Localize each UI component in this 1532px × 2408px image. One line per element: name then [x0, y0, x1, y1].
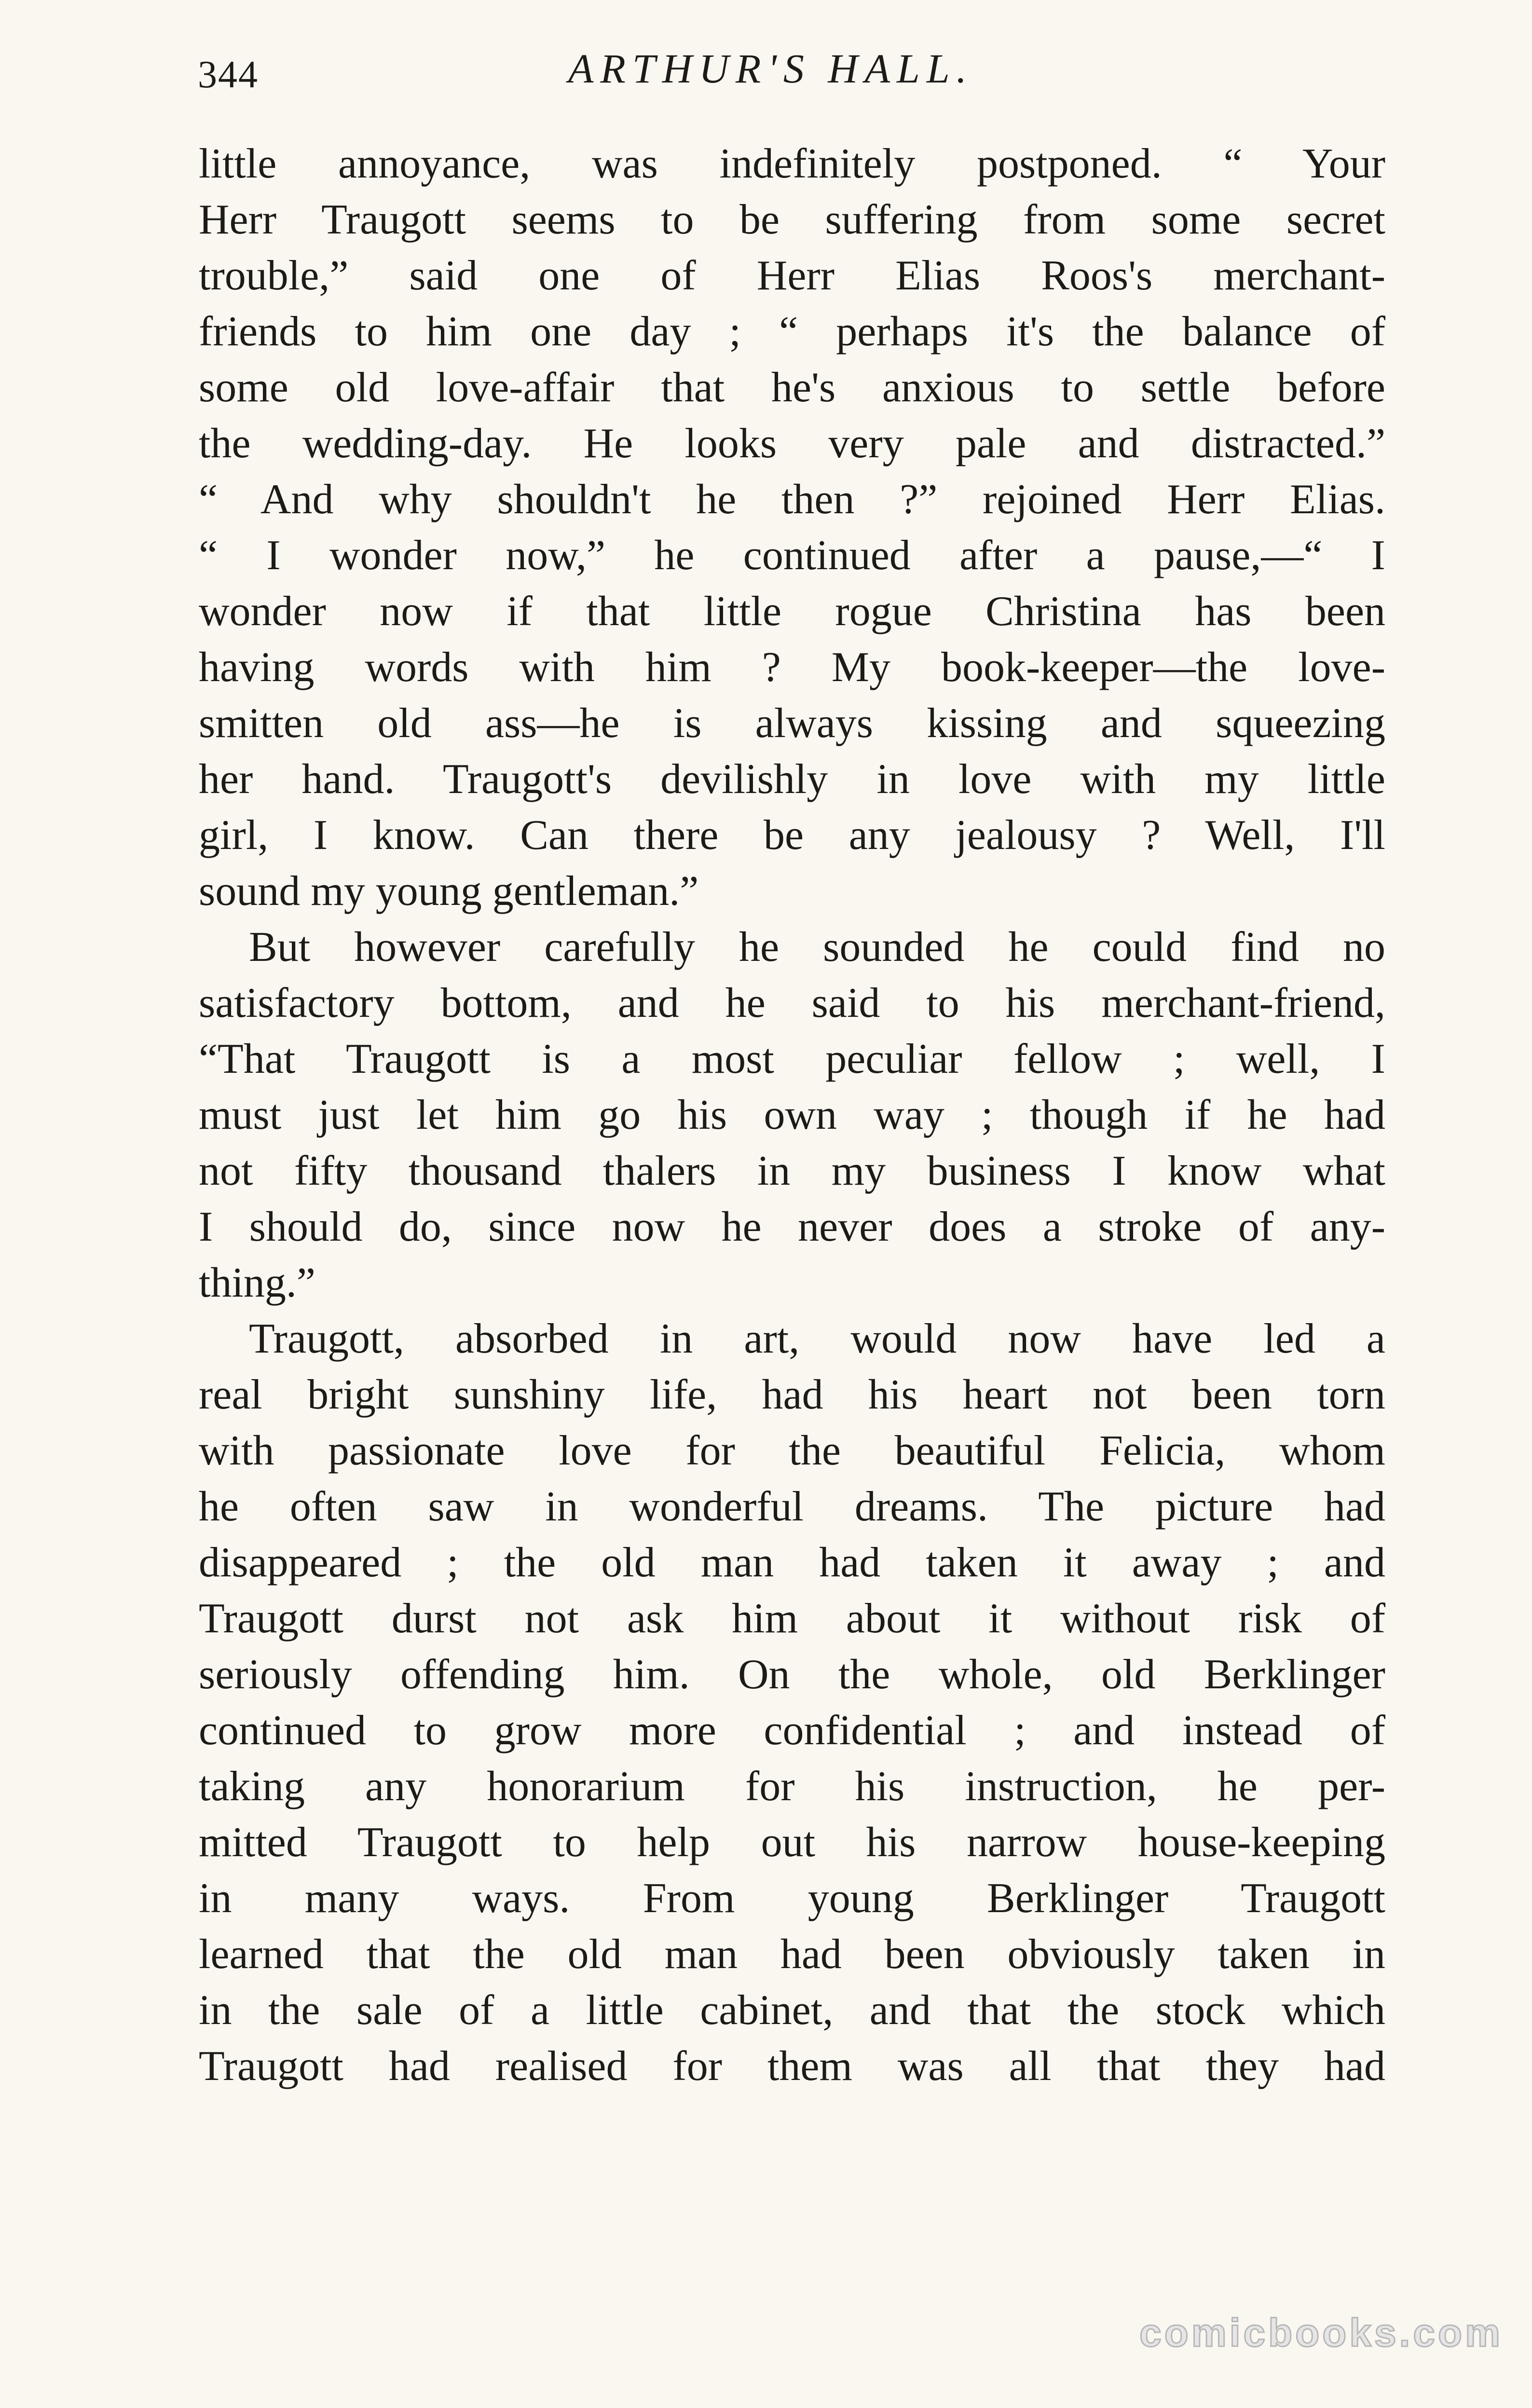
text-line: having words with him ? My book-keeper—the love- [199, 644, 1385, 691]
text-line: Traugott, absorbed in art, would now have led a [249, 1315, 1385, 1362]
text-line: “ And why shouldn't he then ?” rejoined Herr Elias. [199, 476, 1385, 523]
text-line: the wedding-day. He looks very pale and distracted.” [199, 420, 1385, 467]
text-line: disappeared ; the old man had taken it away ; and [199, 1539, 1385, 1586]
running-head-title: ARTHUR'S HALL. [568, 45, 974, 92]
watermark-logo: comicbooks.com [1139, 2311, 1503, 2355]
text-line: her hand. Traugott's devilishly in love with my little [199, 756, 1385, 803]
text-line: continued to grow more confidential ; and instead of [199, 1707, 1385, 1754]
text-line: in many ways. From young Berklinger Traugott [199, 1875, 1385, 1922]
text-line: But however carefully he sounded he could find no [249, 924, 1385, 971]
text-line: he often saw in wonderful dreams. The picture had [199, 1483, 1385, 1530]
text-line: girl, I know. Can there be any jealousy ? Well, I'll [199, 812, 1385, 859]
text-line: I should do, since now he never does a stroke of any- [199, 1204, 1385, 1250]
text-line: some old love-affair that he's anxious to settle before [199, 364, 1385, 411]
text-line: thing.” [199, 1259, 315, 1306]
text-line: in the sale of a little cabinet, and that the stock which [199, 1987, 1385, 2034]
text-line: Herr Traugott seems to be suffering from some secret [199, 196, 1385, 243]
text-line: seriously offending him. On the whole, old Berklinger [199, 1651, 1385, 1698]
text-line: real bright sunshiny life, had his heart not been torn [199, 1371, 1385, 1418]
text-line: “That Traugott is a most peculiar fellow ; well, I [199, 1036, 1385, 1082]
text-line: little annoyance, was indefinitely postponed. “ Your [199, 140, 1385, 187]
text-line: smitten old ass—he is always kissing and squeezing [199, 700, 1385, 747]
text-line: not fifty thousand thalers in my business I know what [199, 1148, 1385, 1194]
text-line: taking any honorarium for his instruction, he per- [199, 1763, 1385, 1810]
text-line: Traugott had realised for them was all that they had [199, 2043, 1385, 2090]
text-line: with passionate love for the beautiful Felicia, whom [199, 1427, 1385, 1474]
text-line: Traugott durst not ask him about it without risk of [199, 1595, 1385, 1642]
text-line: sound my young gentleman.” [199, 868, 699, 915]
text-line: mitted Traugott to help out his narrow house-keeping [199, 1819, 1385, 1866]
text-line: learned that the old man had been obviously taken in [199, 1931, 1385, 1978]
text-line: friends to him one day ; “ perhaps it's the balance of [199, 308, 1385, 355]
text-line: must just let him go his own way ; though if he had [199, 1092, 1385, 1138]
text-line: trouble,” said one of Herr Elias Roos's merchant- [199, 252, 1385, 299]
body-text [199, 136, 1385, 2094]
text-line: satisfactory bottom, and he said to his merchant-friend, [199, 980, 1385, 1026]
page-number: 344 [198, 54, 259, 96]
text-line: “ I wonder now,” he continued after a pause,—“ I [199, 532, 1385, 579]
text-line: wonder now if that little rogue Christina has been [199, 588, 1385, 635]
